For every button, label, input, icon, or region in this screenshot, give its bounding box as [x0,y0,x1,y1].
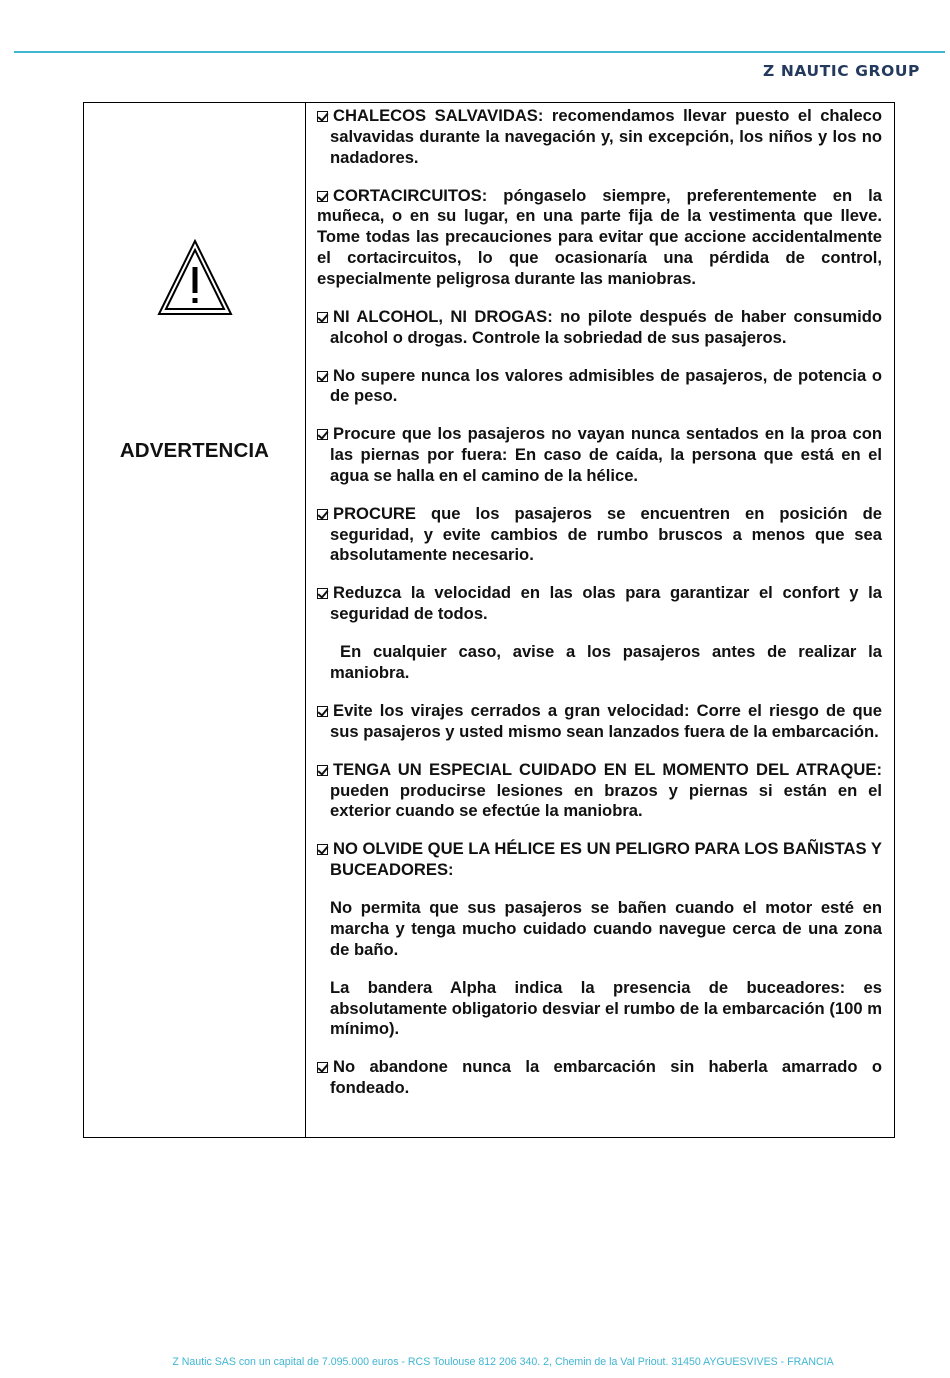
list-item: TENGA UN ESPECIAL CUIDADO EN EL MOMENTO DEL ATRAQUE: pueden producirse lesiones en brazos y piernas si están en el exterior cuando se efectúe la maniobra. [317,760,882,822]
checkbox-checked-icon [317,191,328,202]
checkbox-checked-icon [317,765,328,776]
list-item: CORTACIRCUITOS: póngaselo siempre, preferentemente en la muñeca, o en su lugar, en una parte fija de la vestimenta que lleve. Tome todas las precauciones para evitar que accione accidentalmente el cortacircuitos, lo que ocasionaría una pérdida de control, especialmente peligrosa durante las maniobras. [317,185,882,288]
header-rule [14,51,945,53]
checkbox-checked-icon [317,1062,328,1073]
list-item: No supere nunca los valores admisibles de pasajeros, de potencia o de peso. [317,366,882,408]
checkbox-checked-icon [317,844,328,855]
warning-list [306,103,894,1137]
list-item: NI ALCOHOL, NI DROGAS: no pilote después de haber consumido alcohol o drogas. Controle la sobriedad de sus pasajeros. [317,307,882,349]
checkbox-checked-icon [317,371,328,382]
list-item: CHALECOS SALVAVIDAS: recomendamos llevar puesto el chaleco salvavidas durante la navegación y, sin excepción, los niños y los no nadadores. [317,106,882,168]
list-item: Evite los virajes cerrados a gran velocidad: Corre el riesgo de que sus pasajeros y usted mismo sean lanzados fuera de la embarcación. [317,701,882,743]
list-item: En cualquier caso, avise a los pasajeros antes de realizar la maniobra. [330,642,882,683]
list-item: Procure que los pasajeros no vayan nunca sentados en la proa con las piernas por fuera: En caso de caída, la persona que está en el agua se halla en el camino de la hélice. [317,424,882,486]
list-item: No abandone nunca la embarcación sin haberla amarrado o fondeado. [317,1057,882,1099]
footer-text: Z Nautic SAS con un capital de 7.095.000 euros - RCS Toulouse 812 206 340. 2, Chemin de la Val Priout. 31450 AYGUESVIVES - FRANCIA [172,1356,834,1368]
checkbox-checked-icon [317,429,328,440]
list-item: No permita que sus pasajeros se bañen cuando el motor esté en marcha y tenga mucho cuidado cuando navegue cerca de una zona de baño. [330,898,882,959]
list-item: NO OLVIDE QUE LA HÉLICE ES UN PELIGRO PARA LOS BAÑISTAS Y BUCEADORES: [317,839,882,881]
checkbox-checked-icon [317,312,328,323]
list-item: La bandera Alpha indica la presencia de buceadores: es absolutamente obligatorio desviar el rumbo de la embarcación (100 m mínimo). [330,977,882,1039]
checkbox-checked-icon [317,111,328,122]
warning-label-cell [84,103,306,1137]
list-item: PROCURE que los pasajeros se encuentren en posición de seguridad, y evite cambios de rumbo bruscos a menos que sea absolutamente necesario. [317,504,882,566]
checkbox-checked-icon [317,588,328,599]
checkbox-checked-icon [317,706,328,717]
brand-name: Z NAUTIC GROUP [762,62,920,80]
warning-table [83,102,895,1138]
list-item: Reduzca la velocidad en las olas para garantizar el confort y la seguridad de todos. [317,583,882,625]
warning-label: ADVERTENCIA [119,439,270,462]
warning-triangle-icon [157,239,233,317]
checkbox-checked-icon [317,509,328,520]
